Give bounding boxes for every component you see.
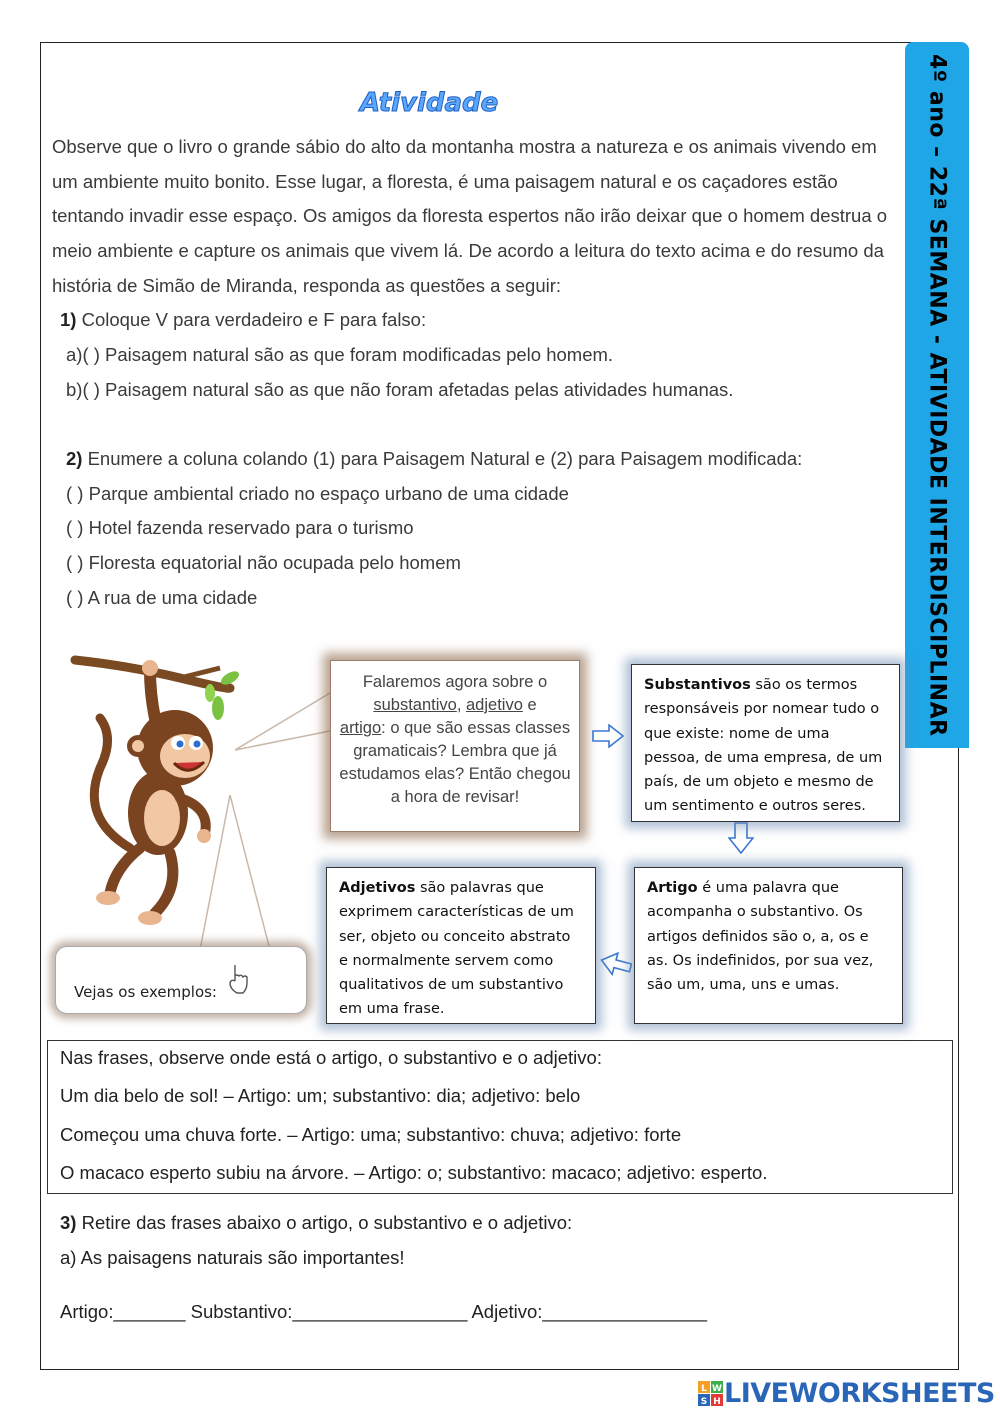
q1-prompt-text: Coloque V para verdadeiro e F para falso: [81, 309, 427, 330]
q3-prompt [60, 1212, 572, 1234]
q3-number: 3) [60, 1212, 77, 1233]
speech-conjunction: e [527, 696, 537, 714]
q3-item-a: a) As paisagens naturais são importantes! [60, 1247, 405, 1268]
speech-rest: : o que são essas classes gramaticais? Lembra que já estudamos elas? Então chegou a hora de revisar! [339, 719, 571, 806]
speech-artigo: artigo [339, 719, 382, 737]
liveworksheets-logo [698, 1378, 995, 1409]
q2-prompt [66, 448, 802, 470]
card-adjetivos-term: Adjetivos [339, 880, 416, 896]
speech-pointer-examples [195, 795, 275, 955]
page-title: Atividade [360, 88, 499, 118]
q1-prompt [60, 309, 426, 331]
card-adjetivos [326, 867, 596, 1024]
card-substantivos-text: são os termos responsáveis por nomear tudo o que existe: nome de uma pessoa, de uma empresa, de um país, de um objeto e mesmo de um sentimento e outros seres. [644, 677, 883, 815]
q1-number: 1) [60, 309, 77, 330]
card-artigo [634, 867, 903, 1024]
q3-answer-line[interactable]: Artigo:_______ Substantivo:_________________ Adjetivo:________________ [60, 1301, 708, 1322]
q1-item-a[interactable]: a)( ) Paisagem natural são as que foram modificadas pelo homem. [66, 344, 614, 365]
arrow-left-icon [600, 950, 632, 978]
q2-item-3[interactable]: ( ) Floresta equatorial não ocupada pelo homem [66, 552, 461, 573]
card-substantivos [631, 664, 900, 822]
speech-adjetivo: adjetivo [466, 696, 523, 714]
liveworksheets-logo-icon [698, 1381, 724, 1407]
q2-number: 2) [66, 448, 83, 469]
card-artigo-text: é uma palavra que acompanha o substantivo. Os artigos definidos são o, a, os e as. Os indefinidos, por sua vez, são um, uma, uns e umas. [647, 880, 874, 994]
logo-letter-h: H [713, 1396, 721, 1407]
examples-heading: Nas frases, observe onde está o artigo, o substantivo e o adjetivo: [60, 1047, 602, 1068]
q2-prompt-text: Enumere a coluna colando (1) para Paisagem Natural e (2) para Paisagem modificada: [87, 448, 803, 469]
example-line-3: O macaco esperto subiu na árvore. – Artigo: o; substantivo: macaco; adjetivo: esperto. [60, 1162, 768, 1183]
arrow-right-icon [592, 724, 624, 748]
side-banner-text-wrap [905, 42, 969, 748]
speech-bubble [330, 660, 580, 832]
card-adjetivos-text: são palavras que exprimem características de um ser, objeto ou conceito abstrato e normalmente servem como qualitativos de um substantivo em uma frase. [339, 880, 574, 1018]
q2-item-2[interactable]: ( ) Hotel fazenda reservado para o turismo [66, 517, 414, 538]
arrow-down-icon [728, 822, 754, 854]
speech-comma: , [456, 696, 462, 714]
side-banner-label: 4º ano – 22ª SEMANA - ATIVIDADE INTERDISCIPLINAR [924, 53, 950, 737]
speech-substantivo: substantivo [373, 696, 457, 714]
q2-item-1[interactable]: ( ) Parque ambiental criado no espaço urbano de uma cidade [66, 483, 569, 504]
example-line-1: Um dia belo de sol! – Artigo: um; substantivo: dia; adjetivo: belo [60, 1085, 581, 1106]
pointing-hand-icon [225, 963, 251, 995]
card-artigo-term: Artigo [647, 880, 698, 896]
q3-prompt-text: Retire das frases abaixo o artigo, o substantivo e o adjetivo: [81, 1212, 573, 1233]
example-line-2: Começou uma chuva forte. – Artigo: uma; substantivo: chuva; adjetivo: forte [60, 1124, 682, 1145]
intro-paragraph: Observe que o livro o grande sábio do alto da montanha mostra a natureza e os animais vivendo em um ambiente muito bonito. Esse lugar, a floresta, é uma paisagem natural e os caçadores estão tentando invadir esse espaço. Os amigos da floresta espertos não irão deixar que o homem destrua o meio ambiente e capture os animais que vivem lá. De acordo a leitura do texto acima e do resumo da história de Simão de Miranda, responda as questões a seguir: [52, 136, 888, 296]
card-substantivos-term: Substantivos [644, 677, 751, 693]
examples-bubble-text: Vejas os exemplos: [74, 983, 217, 1001]
liveworksheets-logo-text: LIVEWORKSHEETS [724, 1378, 995, 1409]
logo-letter-l: L [701, 1383, 707, 1394]
logo-letter-s: S [700, 1396, 708, 1407]
speech-line-1: Falaremos agora sobre o [362, 673, 548, 691]
examples-bubble [55, 946, 307, 1014]
q2-item-4[interactable]: ( ) A rua de uma cidade [66, 587, 258, 608]
q1-item-b[interactable]: b)( ) Paisagem natural são as que não foram afetadas pelas atividades humanas. [66, 379, 734, 400]
speech-pointer-main [235, 680, 335, 760]
logo-letter-w: W [712, 1383, 722, 1394]
